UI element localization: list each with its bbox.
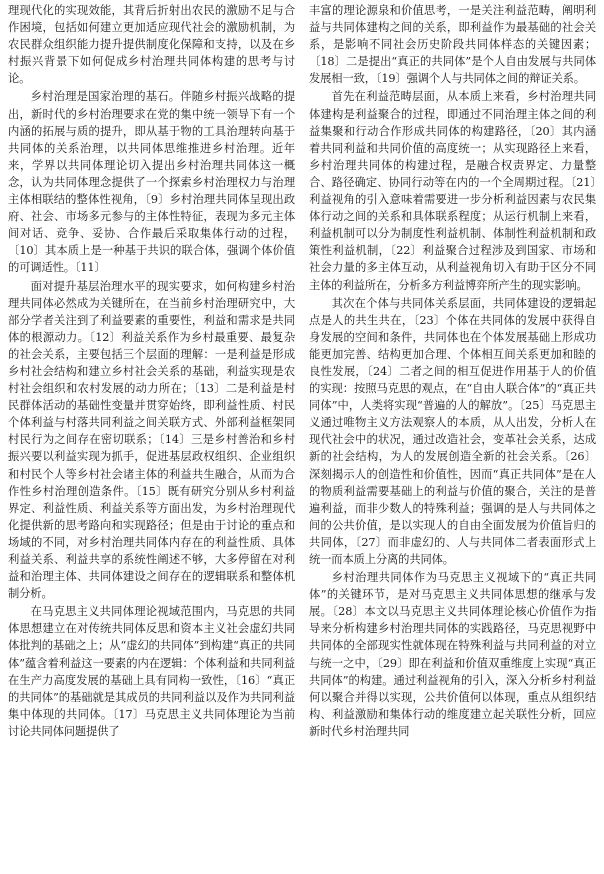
paragraph: 乡村治理共同体作为马克思主义视域下的“真正共同体”的关键环节，是对马克思主义共同体思想的继承与发展。〔28〕本文以马克思主义共同体理论核心价值作为指导来分析构建乡村治理共同体的实践路径，马克思视野中共同体的全部现实性就体现在特殊利益与共同利益的对立与统一之中，〔29〕即在利益和价值双重维度上实现“真正共同体”的构建。通过利益视角的引入，深入分析乡村利益何以聚合并得以实现，公共价值何以体现，重点从组织结构、利益激励和集体行动的维度建立起关联性分析，回应新时代乡村治理共同 — [309, 571, 596, 738]
paragraph: 理现代化的实现效能，其背后折射出农民的激励不足与合作困境，包括如何建立更加适应现代社会的激励机制，为农民群众组织能力提升提供制度化保障和支持，以及在乡村振兴背景下如何促成乡村治理共同体构建的思考与讨论。 — [8, 4, 295, 86]
paragraph: 在马克思主义共同体理论视域范围内，马克思的共同体思想建立在对传统共同体反思和资本主义社会虚幻共同体批判的基础之上；从“虚幻的共同体”到构建“真正的共同体”蕴含着利益这一要素的内在逻辑：个体利益和共同利益在生产力高度发展的基础上具有同构一致性，〔16〕“真正的共同体”的基础就是其成员的共同利益以及作为共同利益集中体现的共同体。〔17〕马克思主义共同体理论为当前讨论共同体问题提供了 — [8, 605, 295, 738]
right-column — [309, 2, 596, 874]
paragraph: 面对提升基层治理水平的现实要求，如何构建乡村治理共同体必然成为关键所在，在当前乡村治理研究中，大部分学者关注到了利益要素的重要性，利益和需求是共同体的根源动力。〔12〕利益关系作为乡村最重要、最复杂的社会关系，主要包括三个层面的理解：一是利益是形成乡村社会结构和建立乡村社会关系的基础，利益实现是农村社会组织和农村发展的动力所在；〔13〕二是利益是村民群体活动的基础性变量并贯穿始终，即利益性质、村民个体利益与村落共同利益之间关联方式、外部利益框架同村民行为之间存在密切联系；〔14〕三是乡村善治和乡村振兴要以利益实现为抓手，促进基层政权组织、企业组织和村民个人等乡村社会诸主体的利益共生融合，从而为合作性乡村治理创造条件。〔15〕既有研究分别从乡村利益界定、利益性质、利益关系等方面出发，为乡村治理现代化提供新的思考路向和实现路径；但是由于讨论的重点和场域的不同，对乡村治理共同体内存在的利益性质、具体利益关系、利益共享的系统性阐述不够，大多停留在对利益和治理主体、共同体建设之间存在的逻辑联系和整体机制分析。 — [8, 279, 295, 601]
left-column — [8, 2, 295, 874]
paragraph: 其次在个体与共同体关系层面，共同体建设的逻辑起点是人的共生共在，〔23〕个体在共同体的发展中获得自身发展的空间和条件，共同体也在个体发展基础上形成功能更加完善、结构更加合理、个体相互间关系更加和睦的良性发展，〔24〕二者之间的相互促进作用基于人的价值的实现：按照马克思的观点，在“自由人联合体”的“真正共同体”中，人类将实现“普遍的人的解放”。〔25〕马克思主义通过唯物主义方法观察人的本质，从人出发，分析人在现代社会中的状况，通过改造社会，变革社会关系，达成新的社会结构，为人的发展创造全新的社会关系。〔26〕深刻揭示人的创造性和价值性，因而“真正共同体”是在人的物质利益需要基础上的利益与价值的聚合，关注的是普遍利益，而非少数人的特殊利益；强调的是人与共同体之间的公共价值，是以实现人的自由全面发展为价值旨归的共同体，〔27〕而非虚幻的、人与共同体二者表面形式上统一而本质上分离的共同体。 — [309, 296, 596, 566]
paragraph: 丰富的理论源泉和价值思考，一是关注利益范畴，阐明利益与共同体建构之间的关系，即利益作为最基础的社会关系，是影响不同社会历史阶段共同体样态的关键因素；〔18〕二是提出“真正的共同体”是个人自由发展与共同体发展相一致，〔19〕强调个人与共同体之间的辩证关系。 — [309, 4, 596, 86]
paragraph: 首先在利益范畴层面，从本质上来看，乡村治理共同体建构是利益聚合的过程，即通过不同治理主体之间的利益集聚和行动合作形成共同体的构建路径，〔20〕其内涵着共同利益和共同价值的高度统一；从实现路径上来看，乡村治理共同体的构建过程，是融合权责界定、力量整合、路径确定、协同行动等在内的一个全周期过程。〔21〕利益视角的引入意味着需要进一步分析利益因素与农民集体行动之间的关系和具体联系程度；从运行机制上来看，利益机制可以分为制度性利益机制、体制性利益机制和政策性利益机制，〔22〕利益聚合过程涉及到国家、市场和社会力量的多主体互动，从利益视角切入有助于区分不同主体的利益所在，分析多方利益博弈所产生的现实影响。 — [309, 90, 596, 292]
paragraph: 乡村治理是国家治理的基石。伴随乡村振兴战略的提出，新时代的乡村治理要求在党的集中统一领导下有一个内涵的拓展与质的提升，即从基于物的工具治理转向基于共同体的关系治理，以共同体思维推进乡村治理。近年来，学界以共同体理论切入提出乡村治理共同体这一概念，认为共同体理念提供了一个探索乡村治理权力与治理主体相联结的整体性视角，〔9〕乡村治理共同体呈现出政府、社会、市场多元参与的主体性特征，表现为多元主体间对话、竞争、妥协、合作最后采取集体行动的过程，〔10〕其本质上是一种基于共识的联合体，强调个体价值的可调适性。〔11〕 — [8, 90, 295, 275]
